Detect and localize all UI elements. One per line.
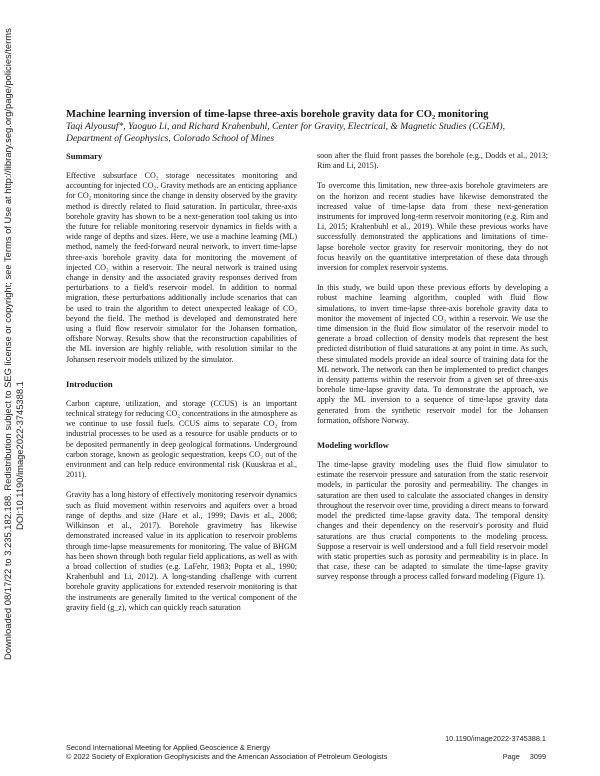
footer-page-label: Page bbox=[502, 752, 520, 761]
footer-doi: 10.1190/image2022-3745388.1 bbox=[445, 734, 546, 743]
footer-copyright: © 2022 Society of Exploration Geophysicists and the American Association of Petroleum Geologists bbox=[66, 752, 388, 761]
modeling-workflow-heading: Modeling workflow bbox=[317, 440, 389, 451]
introduction-paragraph-1: Carbon capture, utilization, and storage (CCUS) is an important technical strategy for reducing CO₂ concentrations in the atmosphere as we continue to use fossil fuels. CCUS aims to separate CO₂ from industrial processes to be used as a resource for usable products or to be deposited permanently in deep geological formations. Underground carbon storage, known as geologic sequestration, keeps CO₂ out of the environment and can help reduce environmental risk (Kuuskraa et al., 2011). bbox=[66, 398, 297, 480]
right-paragraph-2: To overcome this limitation, new three-axis borehole gravimeters are on the horizon and recent studies have likewise demonstrated the increased value of time-lapse data from these next-generation instruments for improved long-term reservoir monitoring (e.g. Rim and Li, 2015; Krahenbuhl et al., 2019). While these previous works have successfully demonstrated the applications and limitations of time-lapse borehole vector gravity for reservoir monitoring, they do not focus heavily on the quantitative interpretation of these data through inversion for complex reservoir systems. bbox=[317, 181, 548, 273]
title-block bbox=[66, 108, 546, 145]
paper-title: Machine learning inversion of time-lapse three-axis borehole gravity data for CO₂ monitoring bbox=[66, 109, 489, 120]
footer-page-number: 3099 bbox=[529, 752, 546, 761]
sidebar-rotated-text bbox=[2, 28, 26, 660]
paper-authors: Taqi Alyousuf*, Yaoguo Li, and Richard Krahenbuhl, Center for Gravity, Electrical, & Magnetic Studies (CGEM), Department of Geophysics, Colorado School of Mines bbox=[66, 121, 505, 144]
introduction-paragraph-2: Gravity has a long history of effectively monitoring reservoir dynamics such as fluid movement within reservoirs and aquifers over a broad range of depths and size (Hare et al., 1999; Davis et al., 2008; Wilkinson et al., 2017). Borehole gravimetry has likewise demonstrated increased value in its application to reservoir problems through time-lapse measurements for monitoring. The value of BHGM has been shown through both regular field applications, as well as with a broad collection of studies (e.g. LaFehr, 1983; Popta et al., 1990; Krahenbuhl and Li, 2012). A long-standing challenge with current borehole gravity applications for extended reservoir monitoring is that the instruments are generally limited to the vertical component of the gravity field (g_z), which can quickly reach saturation bbox=[66, 490, 297, 612]
summary-heading: Summary bbox=[66, 151, 103, 161]
download-notice: Downloaded 08/17/22 to 3.235.182.188. Redistribution subject to SEG license or copyright; see Terms of Use at http://library.seg.org/page/policies/terms bbox=[2, 28, 13, 660]
download-sidebar bbox=[0, 0, 32, 776]
right-paragraph-4: The time-lapse gravity modeling uses the fluid flow simulator to estimate the reservoir pressure and saturation from the static reservoir models, in particular the porosity and permeability. The changes in saturation are then used to calculate the associated changes in density throughout the reservoir over time, providing a direct means to forward model the predicted time-lapse gravity data. The temporal density changes and their dependency on the reservoir's porosity and fluid saturations are thus crucial components to the modeling process. Suppose a reservoir is well understood and a full field reservoir model with static properties such as porosity and permeability is in place. In that case, these can be adapted to simulate the time-lapse gravity survey response through a process called forward modeling (Figure 1). bbox=[317, 460, 548, 582]
sidebar-doi: DOI:10.1190/image2022-3745388.1 bbox=[14, 381, 25, 530]
right-paragraph-1: soon after the fluid front passes the borehole (e.g., Dodds et al., 2013; Rim and Li, 2015). bbox=[317, 151, 548, 171]
footer-meeting: Second International Meeting for Applied Geoscience & Energy bbox=[66, 743, 271, 752]
page-footer bbox=[66, 734, 546, 761]
left-column bbox=[66, 151, 297, 623]
introduction-heading: Introduction bbox=[66, 378, 113, 389]
summary-paragraph: Effective subsurface CO₂ storage necessitates monitoring and accounting for injected CO₂. Gravity methods are an enticing appliance for CO₂ monitoring since the change in density observed by the gravity method is directly related to fluid saturation. In particular, three-axis borehole gravity has shown to be a next-generation tool taking us into the future for reliable monitoring reservoir dynamics in fields with a wide range of depths and sizes. Here, we use a machine learning (ML) method, namely the feed-forward neural network, to invert time-lapse three-axis borehole gravity data for monitoring the movement of injected CO₂ within a reservoir. The neural network is trained using change in density and the associated gravity responses derived from perturbations to a field's reservoir model. In addition to normal migration, these perturbations additionally include scenarios that can be used to train the algorithm to detect unexpected leakage of CO₂ beyond the field. The method is developed and demonstrated here using a fluid flow reservoir simulator for the Johansen formation, offshore Norway. Results show that the reconstruction capabilities of the ML inversion are highly reliable, with resolution similar to the Johansen reservoir models utilized by the simulator. bbox=[66, 171, 297, 364]
right-paragraph-3: In this study, we build upon these previous efforts by developing a robust machine learning algorithm, coupled with fluid flow simulations, to invert time-lapse three-axis borehole gravity data to monitor the movement of injected CO₂ within a reservoir. We use the time dimension in the fluid flow simulator of the reservoir model to generate a broad collection of density models that represent the best predicted distribution of fluid saturations at any point in time. As such, these simulated models provide an ideal source of training data for the ML network. The network can then be implemented to predict changes in density patterns within the reservoir from a given set of three-axis borehole time-lapse gravity data. To demonstrate the approach, we apply the ML inversion to a sequence of time-lapse gravity data generated from the synthetic reservoir model for the Johansen formation, offshore Norway. bbox=[317, 283, 548, 425]
right-column bbox=[317, 151, 548, 593]
